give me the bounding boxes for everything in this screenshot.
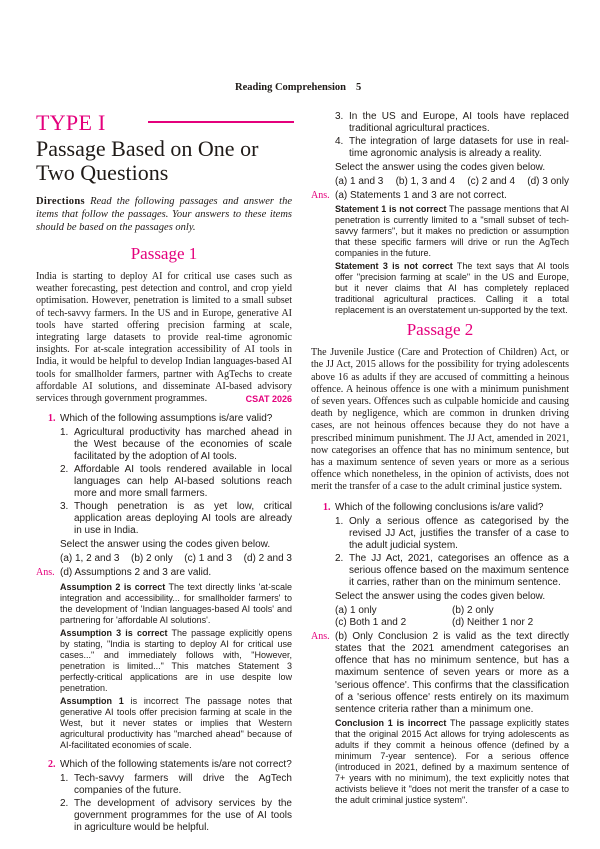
statement-text: Agricultural productivity has marched ahead in the West because of the economies of scale facilitated by the adoption of AI tools.	[74, 427, 292, 463]
statement-text: Only a serious offence as categorised by the revised JJ Act, justifies the transfer of a case to the adult judicial system.	[349, 515, 569, 551]
statement-text: The integration of large datasets for use in real-time agronomic analysis is already a reality.	[349, 136, 569, 159]
option: (c) 1 and 3	[184, 553, 233, 565]
explanation-lead: Statement 1 is not correct	[335, 204, 447, 215]
explanation-lead: Statement 3 is not correct	[335, 261, 453, 272]
statement-number: 2.	[60, 797, 69, 809]
section-heading	[36, 137, 292, 185]
statement	[335, 136, 569, 160]
question-1	[36, 413, 292, 565]
question-2	[36, 759, 292, 834]
statement-text: Though penetration is as yet low, critical application areas deploying AI tools are already in use in India.	[74, 501, 292, 537]
option: (a) 1, 2 and 3	[60, 553, 120, 565]
question-2-options	[335, 176, 569, 188]
option: (b) 1, 3 and 4	[395, 176, 456, 187]
explanation-lead: Assumption 2 is correct	[60, 581, 166, 592]
right-column	[311, 111, 569, 806]
question-3	[311, 502, 569, 629]
statement-number: 3.	[335, 111, 344, 122]
question-1-number: 1.	[48, 413, 56, 425]
section-heading-line-1: Passage Based on One or	[36, 136, 259, 161]
left-column	[36, 111, 292, 836]
question-2-number: 2.	[48, 758, 56, 770]
directions-text: Read the following passages and answer the items that follow the passages. Your answers to these items should be based on the passages only.	[36, 196, 292, 233]
statement-number: 4.	[335, 136, 344, 147]
answer-label: Ans.	[36, 567, 55, 579]
type-rule	[148, 121, 294, 123]
statement	[335, 553, 569, 589]
statement-number: 2.	[335, 552, 344, 564]
statement	[60, 501, 292, 537]
question-2-statements	[60, 773, 292, 834]
statement-text: In the US and Europe, AI tools have replaced traditional agricultural practices.	[349, 111, 569, 134]
question-2-select: Select the answer using the codes given below.	[335, 162, 546, 173]
question-3-number: 1.	[323, 501, 331, 513]
page-number: 5	[356, 82, 362, 93]
option: (c) 2 and 4	[467, 176, 516, 187]
answer-3-text: (b) Only Conclusion 2 is valid as the text directly states that the 2021 amendment categorises an offence that has no minimum sentence, but has a maximum sentence of seven years or more as a 'serious offence'. This confirms that the classification of a 'serious offence' rests entirely on its maximum sentence criteria rather than a minimum one.	[335, 630, 569, 716]
question-2-continued	[311, 111, 569, 188]
option: (d) Neither 1 nor 2	[452, 616, 534, 628]
statement-number: 2.	[60, 464, 69, 476]
statement-text: Tech-savvy farmers will drive the AgTech companies of the future.	[74, 772, 292, 796]
passage-1-body: India is starting to deploy AI for critical use cases such as weather forecasting, pest detection and control, and crop yield optimisation. However, penetration is limited to a small subset of tech-savvy farmers. In the US and in Europe, generative AI tools have started offering precision farming at scale, integrating large datasets to provide real-time agronomic insights. For at-scale integration accessibility of AI tools in India, it would be helpful to develop Indian languages-based AI tools for smallholder farmers, partner with AgTechs to create affordable AI solutions, and disseminate AI-based advisory services through government programmes.	[36, 271, 292, 405]
statement-text: Affordable AI tools rendered available in local languages can help AI-based solutions reach more and more small farmers.	[74, 464, 292, 500]
explanation	[60, 696, 292, 751]
question-3-statements	[335, 516, 569, 589]
passage-1-source: CSAT 2026	[245, 394, 292, 405]
explanation-text: The text says that AI tools offer "precision farming at scale" in the US and Europe, but it never claims that AI has completely replaced traditional agricultural practices. Calling it a total replacement is an overstatement un-supported by the text.	[335, 261, 570, 316]
question-3-options	[335, 605, 569, 629]
directions	[36, 195, 292, 234]
explanation-text: The passage explicitly opens by stating, "India is starting to deploy AI for critical use cases..." and immediately follows with, "However, penetration is limited..." This matches Statement 3 perfectly-critical applications are in use despite low penetration.	[60, 627, 292, 693]
statement-text: The development of advisory services by the government programmes for the use of AI tools in agriculture would be helpful.	[74, 797, 292, 833]
question-1-statements	[60, 427, 292, 537]
answer-1	[36, 567, 292, 750]
question-3-text: Which of the following conclusions is/are valid?	[335, 501, 544, 513]
option: (c) Both 1 and 2	[335, 616, 407, 628]
option: (d) 2 and 3	[243, 553, 292, 565]
statement	[335, 516, 569, 552]
answer-2	[311, 190, 569, 316]
answer-3	[311, 631, 569, 806]
answer-1-text: (d) Assumptions 2 and 3 are valid.	[60, 567, 212, 579]
statement	[60, 464, 292, 500]
question-1-select: Select the answer using the codes given below.	[60, 539, 271, 551]
statement-number: 3.	[60, 501, 69, 513]
statement-text: The JJ Act, 2021, categorises an offence as a serious offence based on the maximum sentence it carries, rather than on the minimum sentence.	[349, 552, 569, 588]
option: (b) 2 only	[452, 604, 494, 616]
option: (b) 2 only	[131, 553, 173, 565]
statement-number: 1.	[60, 427, 69, 439]
explanation-lead: Assumption 3 is correct	[60, 627, 168, 638]
answer-2-text: (a) Statements 1 and 3 are not correct.	[335, 190, 507, 201]
passage-2-title: Passage 2	[406, 320, 474, 340]
question-2-text: Which of the following statements is/are not correct?	[60, 758, 292, 770]
explanation-text: is incorrect The passage notes that generative AI tools offer precision farming at scale in the West, but it never states or implies that Western agricultural productivity has "marched ahead" because of AI-facilitated economies of scale.	[60, 695, 292, 750]
explanation-text: The passage mentions that AI penetration is currently limited to a "small subset of tech-savvy farmers", but it makes no prediction or assumption that these specific farmers will drive or run the AgTech companies in the future.	[335, 204, 570, 259]
passage-2-text: The Juvenile Justice (Care and Protection of Children) Act, or the JJ Act, 2015 allows for the possibility for trying adolescents above 16 as adults if they are accused of committing a heinous offence. A heinous offence is one with a minimum punishment of seven years. Offences such as culpable homicide and causing death by negligence, which are common in drunken driving cases, are not heinous offences because they do not have a prescribed minimum punishment. The JJ Act, amended in 2021, now categorises an offence that has no minimum sentence, but has a maximum sentence of seven years or more as a serious offence which nonetheless, in the opinion of activists, does not merit the transfer of a case to the adult criminal justice system.	[311, 347, 569, 493]
type-header	[36, 111, 292, 135]
question-3-select: Select the answer using the codes given below.	[335, 590, 546, 602]
answer-label: Ans.	[311, 630, 330, 642]
statement-number: 1.	[335, 515, 344, 527]
passage-1-title: Passage 1	[130, 244, 198, 263]
explanation-lead: Conclusion 1 is incorrect	[335, 718, 447, 729]
passage-1-text	[36, 271, 292, 405]
explanation	[335, 261, 569, 316]
question-2-statements-continued	[335, 111, 569, 160]
question-1-options	[60, 553, 292, 565]
header-title: Reading Comprehension	[235, 82, 346, 93]
option: (a) 1 and 3	[335, 176, 384, 187]
statement	[60, 427, 292, 463]
explanation	[335, 204, 569, 259]
explanation	[60, 582, 292, 626]
question-1-text: Which of the following assumptions is/are valid?	[60, 413, 273, 425]
explanation-text: The passage explicitly states that the original 2015 Act allows for trying adolescents as adults if they commit a heinous offence (defined by a minimum 7-year sentence). For a serious offence (introduced in 2021, defined by a maximum sentence of 7+ years with no minimum), the text explicitly notes that activists believe it "does not merit the transfer of a case to the adult criminal justice system".	[335, 718, 569, 806]
statement	[335, 111, 569, 135]
explanation	[60, 628, 292, 694]
statement	[60, 798, 292, 834]
type-label: TYPE I	[36, 110, 106, 135]
option: (d) 3 only	[527, 176, 569, 187]
directions-label: Directions	[36, 196, 85, 207]
explanation	[335, 718, 569, 806]
answer-label: Ans.	[311, 190, 330, 201]
explanation-text: The text directly links 'at-scale integration and accessibility... for smallholder farmers' to the development of 'Indian languages-based AI tools' and partnering for 'affordable AI solutions'.	[60, 581, 292, 625]
section-heading-line-2: Two Questions	[36, 160, 169, 185]
statement	[60, 773, 292, 797]
statement-number: 1.	[60, 772, 69, 784]
option: (a) 1 only	[335, 604, 377, 616]
explanation-lead: Assumption 1	[60, 695, 124, 706]
